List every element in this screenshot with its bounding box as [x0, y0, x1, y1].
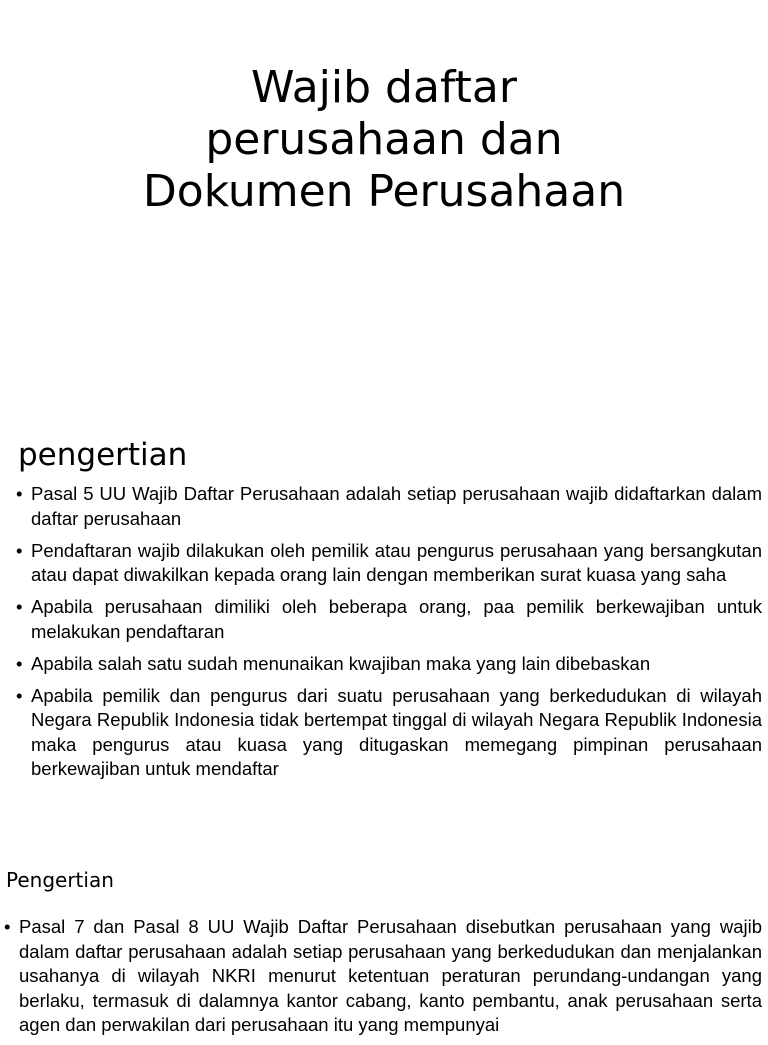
- bullet-list: [16, 482, 762, 789]
- slide-pengertian: [0, 420, 768, 830]
- bullet-item: • Pendaftaran wajib dilakukan oleh pemilik atau pengurus perusahaan yang bersangkutan atau dapat diwakilkan kepada orang lain dengan memberikan surat kuasa yang saha: [16, 539, 762, 588]
- slide-pengertian-2: [0, 845, 768, 1035]
- bullet-item: • Apabila pemilik dan pengurus dari suatu perusahaan yang berkedudukan di wilayah Negara Republik Indonesia tidak bertempat tinggal di wilayah Negara Republik Indonesia maka pengurus atau kuasa yang ditugaskan memegang pimpinan perusahaan berkewajiban untuk mendaftar: [16, 684, 762, 782]
- title-line: perusahaan dan: [205, 114, 563, 165]
- section-heading: pengertian: [18, 437, 188, 473]
- bullet-item: • Pasal 5 UU Wajib Daftar Perusahaan adalah setiap perusahaan wajib didaftarkan dalam daftar perusahaan: [16, 482, 762, 531]
- title-line: Dokumen Perusahaan: [142, 166, 626, 217]
- bullet-item: • Apabila salah satu sudah menunaikan kwajiban maka yang lain dibebaskan: [16, 652, 762, 677]
- slide-title-heading: [0, 62, 768, 218]
- bullet-item: • Pasal 7 dan Pasal 8 UU Wajib Daftar Perusahaan disebutkan perusahaan yang wajib dalam daftar perusahaan adalah setiap perusahaan yang berkedudukan dan menjalankan usahanya di wilayah NKRI menurut ketentuan peraturan perundang-undangan yang berlaku, termasuk di dalamnya kantor cabang, kanto pembantu, anak perusahaan serta agen dan perwakilan dari perusahaan itu yang mempunyai: [4, 915, 762, 1038]
- slide-title: [0, 0, 768, 410]
- bullet-list: [4, 915, 762, 1045]
- section-heading: Pengertian: [6, 868, 114, 892]
- bullet-item: • Apabila perusahaan dimiliki oleh beberapa orang, paa pemilik berkewajiban untuk melakukan pendaftaran: [16, 595, 762, 644]
- title-line: Wajib daftar: [251, 62, 517, 113]
